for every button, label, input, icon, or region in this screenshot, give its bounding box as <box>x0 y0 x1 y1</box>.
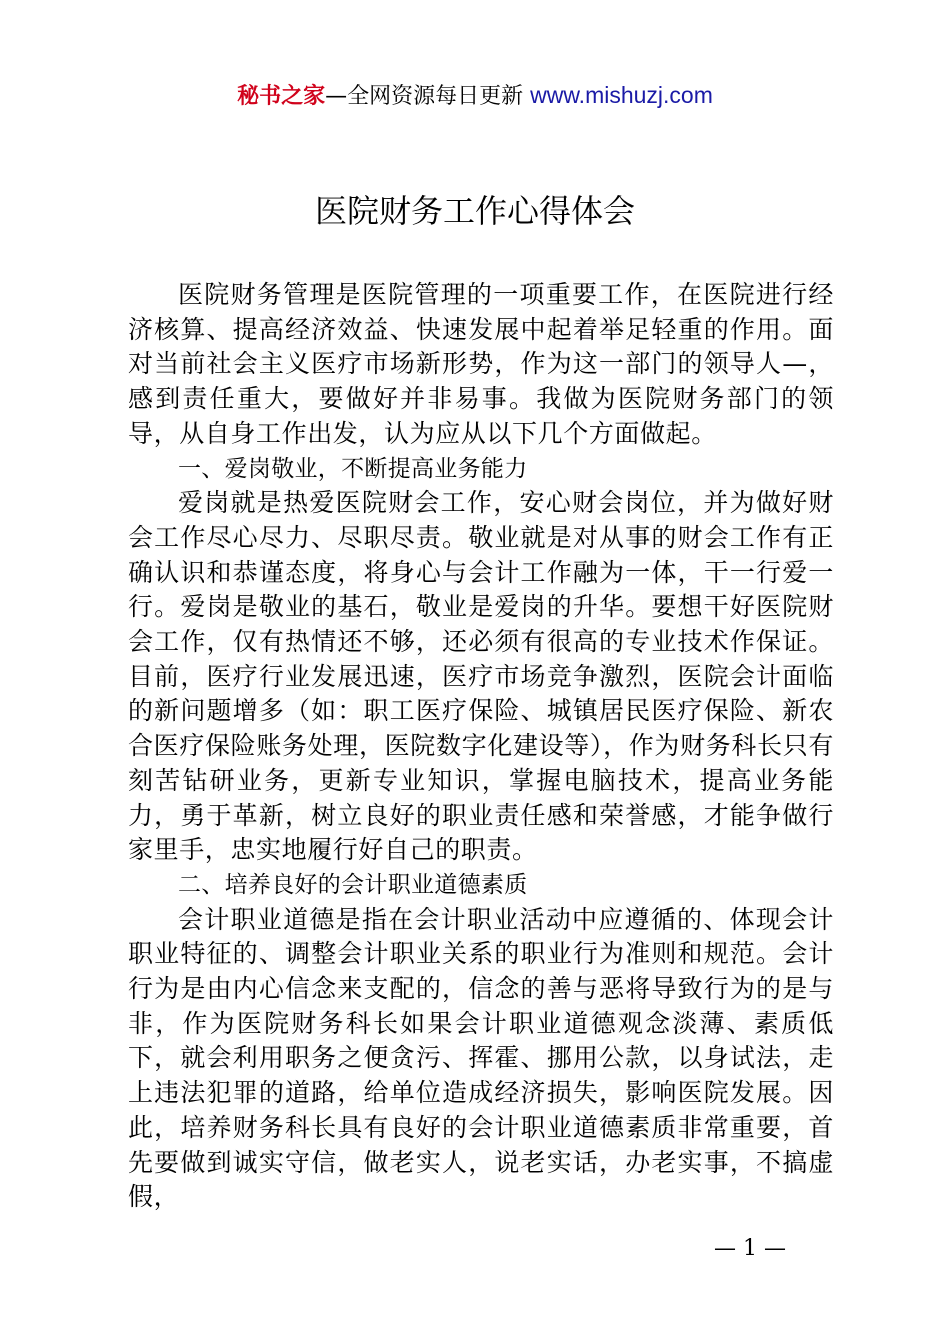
section-heading-1: 一、爱岗敬业，不断提高业务能力 <box>178 455 528 482</box>
section-2-paragraph: 会计职业道德是指在会计职业活动中应遵循的、体现会计职业特征的、调整会计职业关系的职业行为准则和规范。会计行为是由内心信念来支配的，信念的善与恶将导致行为的是与非，作为医院财务科长如果会计职业道德观念淡薄、素质低下，就会利用职务之便贪污、挥霍、挪用公款，以身试法，走上违法犯罪的道路，给单位造成经济损失，影响医院发展。因此，培养财务科长具有良好的会计职业道德素质非常重要，首先要做到诚实守信，做老实人，说老实话，办老实事，不搞虚假， <box>128 904 834 1212</box>
document-body <box>128 278 834 1215</box>
section-heading-2: 二、培养良好的会计职业道德素质 <box>178 871 528 898</box>
document-title: 医院财务工作心得体会 <box>314 192 635 230</box>
site-header <box>0 80 950 112</box>
site-tagline: —全网资源每日更新 <box>325 84 531 109</box>
intro-paragraph: 医院财务管理是医院管理的一项重要工作，在医院进行经济核算、提高经济效益、快速发展中起着举足轻重的作用。面对当前社会主义医疗市场新形势，作为这一部门的领导人—，感到责任重大，要做好并非易事。我做为医院财务部门的领导，从自身工作出发，认为应从以下几个方面做起。 <box>128 280 834 448</box>
section-1-paragraph: 爱岗就是热爱医院财会工作，安心财会岗位，并为做好财会工作尽心尽力、尽职尽责。敬业就是对从事的财会工作有正确认识和恭谨态度，将身心与会计工作融为一体，干一行爱一行。爱岗是敬业的基石，敬业是爱岗的升华。要想干好医院财会工作，仅有热情还不够，还必须有很高的专业技术作保证。目前，医疗行业发展迅速，医疗市场竞争激烈，医院会计面临的新问题增多（如：职工医疗保险、城镇居民医疗保险、新农合医疗保险账务处理，医院数字化建设等），作为财务科长只有刻苦钻研业务，更新专业知识，掌握电脑技术，提高业务能力，勇于革新，树立良好的职业责任感和荣誉感，才能争做行家里手，忠实地履行好自己的职责。 <box>128 488 834 865</box>
page-number: — 1 — <box>714 1236 786 1261</box>
site-brand: 秘书之家 <box>237 84 326 109</box>
site-url-link[interactable]: www.mishuzj.com <box>530 82 713 108</box>
